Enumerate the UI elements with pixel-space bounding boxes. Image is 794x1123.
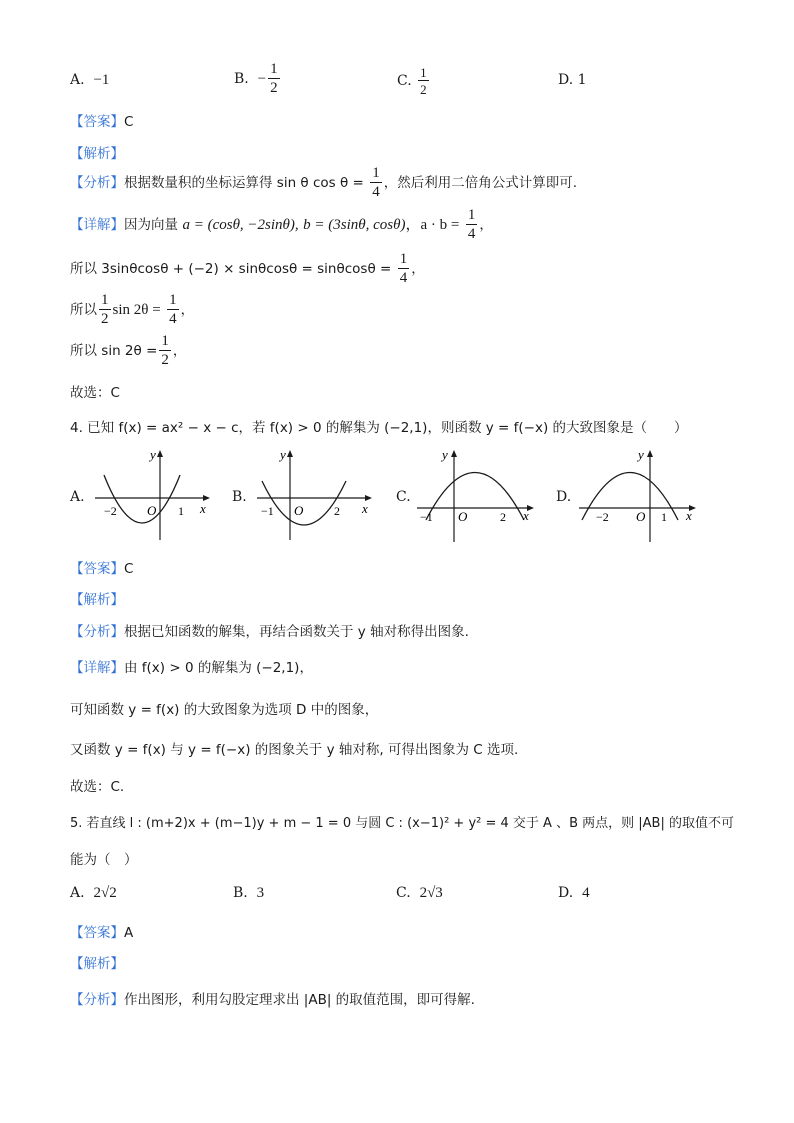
y-label: y: [150, 447, 156, 462]
origin-label: O: [294, 503, 304, 518]
q4-graph-c: [414, 445, 544, 545]
origin-label: O: [458, 509, 468, 524]
q3-fenxi: 【分析】根据数量积的坐标运算得 sin θ cos θ = $\frac{1}{4}$ ，然后利用二倍角公式计算即可.: [70, 165, 578, 200]
y-label: y: [638, 447, 644, 462]
q3-option-d: D. 1: [558, 72, 587, 88]
x-label: x: [362, 501, 368, 516]
root-left-label: −1: [261, 504, 274, 518]
origin-label: O: [147, 503, 157, 518]
q3-answer: 【答案】C: [70, 114, 134, 130]
y-label: y: [280, 447, 286, 462]
y-axis-arrow: [451, 450, 457, 457]
q4-answer: 【答案】C: [70, 561, 134, 577]
origin-label: O: [636, 509, 646, 524]
q5-option-a: A. 2√2: [70, 885, 117, 901]
y-axis-arrow: [157, 450, 163, 457]
root-right-label: 2: [334, 504, 340, 518]
q3-option-c: C. $\frac{1}{2}$: [397, 65, 427, 97]
q4-xiangjie: 【详解】由 f(x) > 0 的解集为 (−2,1)，: [70, 660, 313, 676]
q3-analysis-tag: 【解析】: [70, 146, 124, 162]
y-label: y: [442, 447, 448, 462]
q5-option-b: B. 3: [233, 885, 265, 901]
root-right-label: 1: [178, 504, 184, 518]
q3-option-a: A. −1: [70, 72, 110, 88]
q3-step-2: 所以 $\frac{1}{2}$ sin 2θ = $\frac{1}{4}$ ，: [70, 292, 195, 327]
q4-graph-b: [252, 445, 382, 545]
q3-step-3: 所以 sin 2θ = $\frac{1}{2}$ ，: [70, 333, 187, 368]
root-right-label: 1: [661, 510, 667, 524]
q4-stem: 4. 已知 f(x) = ax² − x − c，若 f(x) > 0 的解集为 (−2,1)，则函数 y = f(−x) 的大致图象是（ ）: [70, 420, 688, 436]
q4-graph-d: [576, 445, 706, 545]
q4-choice: 故选：C.: [70, 779, 125, 795]
q5-stem-line-1: 5. 若直线 l : (m+2)x + (m−1)y + m − 1 = 0 与圆 C : (x−1)² + y² = 4 交于 A 、B 两点，则 |AB| 的取值不可: [70, 816, 734, 831]
q5-answer: 【答案】A: [70, 925, 134, 941]
q5-fenxi: 【分析】作出图形，利用勾股定理求出 |AB| 的取值范围，即可得解.: [70, 992, 475, 1008]
q3-step-1: 所以 3sinθcosθ + (−2) × sinθcosθ = sinθcosθ = $\frac{1}{4}$ ，: [70, 251, 425, 286]
parabola-curve: [262, 481, 346, 525]
q5-stem-line-2: 能为（ ）: [70, 852, 138, 868]
q3-xiangjie: 【详解】因为向量 a = (cosθ, −2sinθ), b = (3sinθ, cosθ)，a · b = $\frac{1}{4}$ ，: [70, 207, 493, 242]
x-label: x: [523, 508, 529, 523]
x-label: x: [686, 508, 692, 523]
q3-choice: 故选：C: [70, 385, 120, 401]
q4-step-2: 又函数 y = f(x) 与 y = f(−x) 的图象关于 y 轴对称, 可得出图象为 C 选项.: [70, 742, 519, 758]
root-right-label: 2: [500, 510, 506, 524]
q5-option-d: D. 4: [558, 885, 590, 901]
q4-graph-a: [90, 445, 220, 545]
y-axis-arrow: [287, 450, 293, 457]
q4-graph-b-label: B.: [232, 489, 247, 505]
q3-option-b: B. − $\frac{1}{2}$: [234, 61, 278, 96]
q4-fenxi: 【分析】根据已知函数的解集，再结合函数关于 y 轴对称得出图象.: [70, 624, 469, 640]
x-label: x: [200, 501, 206, 516]
q5-option-c: C. 2√3: [396, 885, 443, 901]
parabola-curve: [426, 473, 524, 521]
q4-graph-c-label: C.: [396, 489, 411, 505]
root-left-label: −2: [104, 504, 117, 518]
q5-analysis-tag: 【解析】: [70, 956, 124, 972]
root-left-label: −1: [420, 510, 433, 524]
q4-graph-a-label: A.: [70, 489, 85, 505]
y-axis-arrow: [647, 450, 653, 457]
q4-graph-d-label: D.: [556, 489, 572, 505]
root-left-label: −2: [596, 510, 609, 524]
q4-step-1: 可知函数 y = f(x) 的大致图象为选项 D 中的图象，: [70, 702, 379, 718]
q4-analysis-tag: 【解析】: [70, 592, 124, 608]
